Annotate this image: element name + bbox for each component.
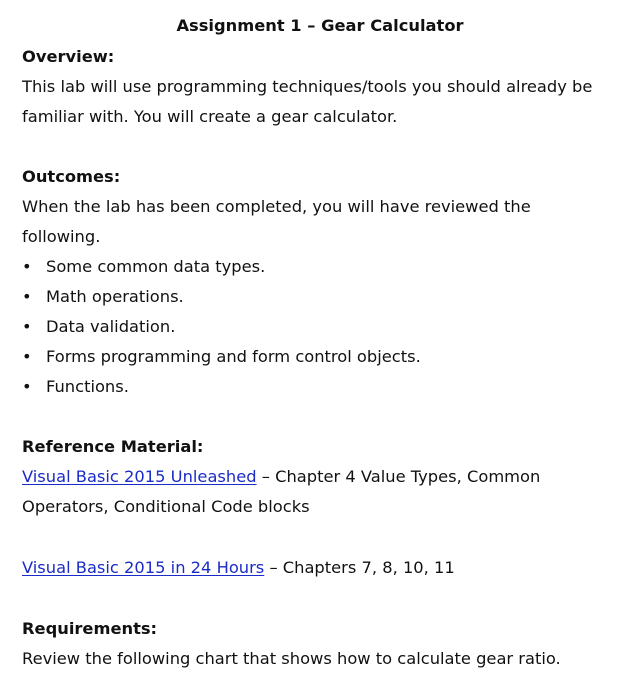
bullet-icon: • <box>22 377 32 396</box>
list-item-text: Math operations. <box>46 287 184 306</box>
overview-heading: Overview: <box>22 47 115 66</box>
list-item <box>22 257 265 277</box>
reference-item-2-line-1 <box>22 558 455 578</box>
requirements-line-1: Review the following chart that shows how to calculate gear ratio. <box>22 649 561 668</box>
list-item <box>22 287 184 307</box>
outcomes-heading: Outcomes: <box>22 167 121 186</box>
overview-line-2: familiar with. You will create a gear calculator. <box>22 107 398 126</box>
reference-link-unleashed[interactable]: Visual Basic 2015 Unleashed <box>22 467 257 486</box>
list-item <box>22 377 129 397</box>
list-item-text: Forms programming and form control objects. <box>46 347 421 366</box>
bullet-icon: • <box>22 317 32 336</box>
reference-item-1-line-1 <box>22 467 540 487</box>
reference-link-24-hours[interactable]: Visual Basic 2015 in 24 Hours <box>22 558 265 577</box>
reference-item-1-detail: – Chapter 4 Value Types, Common <box>256 467 541 486</box>
reference-item-1-line-2: Operators, Conditional Code blocks <box>22 497 310 516</box>
list-item-text: Data validation. <box>46 317 176 336</box>
requirements-heading: Requirements: <box>22 619 158 638</box>
reference-heading: Reference Material: <box>22 437 204 456</box>
overview-line-1: This lab will use programming techniques/tools you should already be <box>22 77 593 96</box>
list-item-text: Functions. <box>46 377 129 396</box>
outcomes-line-1: When the lab has been completed, you will have reviewed the <box>22 197 531 216</box>
list-item <box>22 347 421 367</box>
list-item <box>22 317 175 337</box>
bullet-icon: • <box>22 287 32 306</box>
page-title: Assignment 1 – Gear Calculator <box>176 16 464 35</box>
bullet-icon: • <box>22 257 32 276</box>
bullet-icon: • <box>22 347 32 366</box>
list-item-text: Some common data types. <box>46 257 266 276</box>
outcomes-line-2: following. <box>22 227 101 246</box>
reference-item-2-detail: – Chapters 7, 8, 10, 11 <box>264 558 455 577</box>
